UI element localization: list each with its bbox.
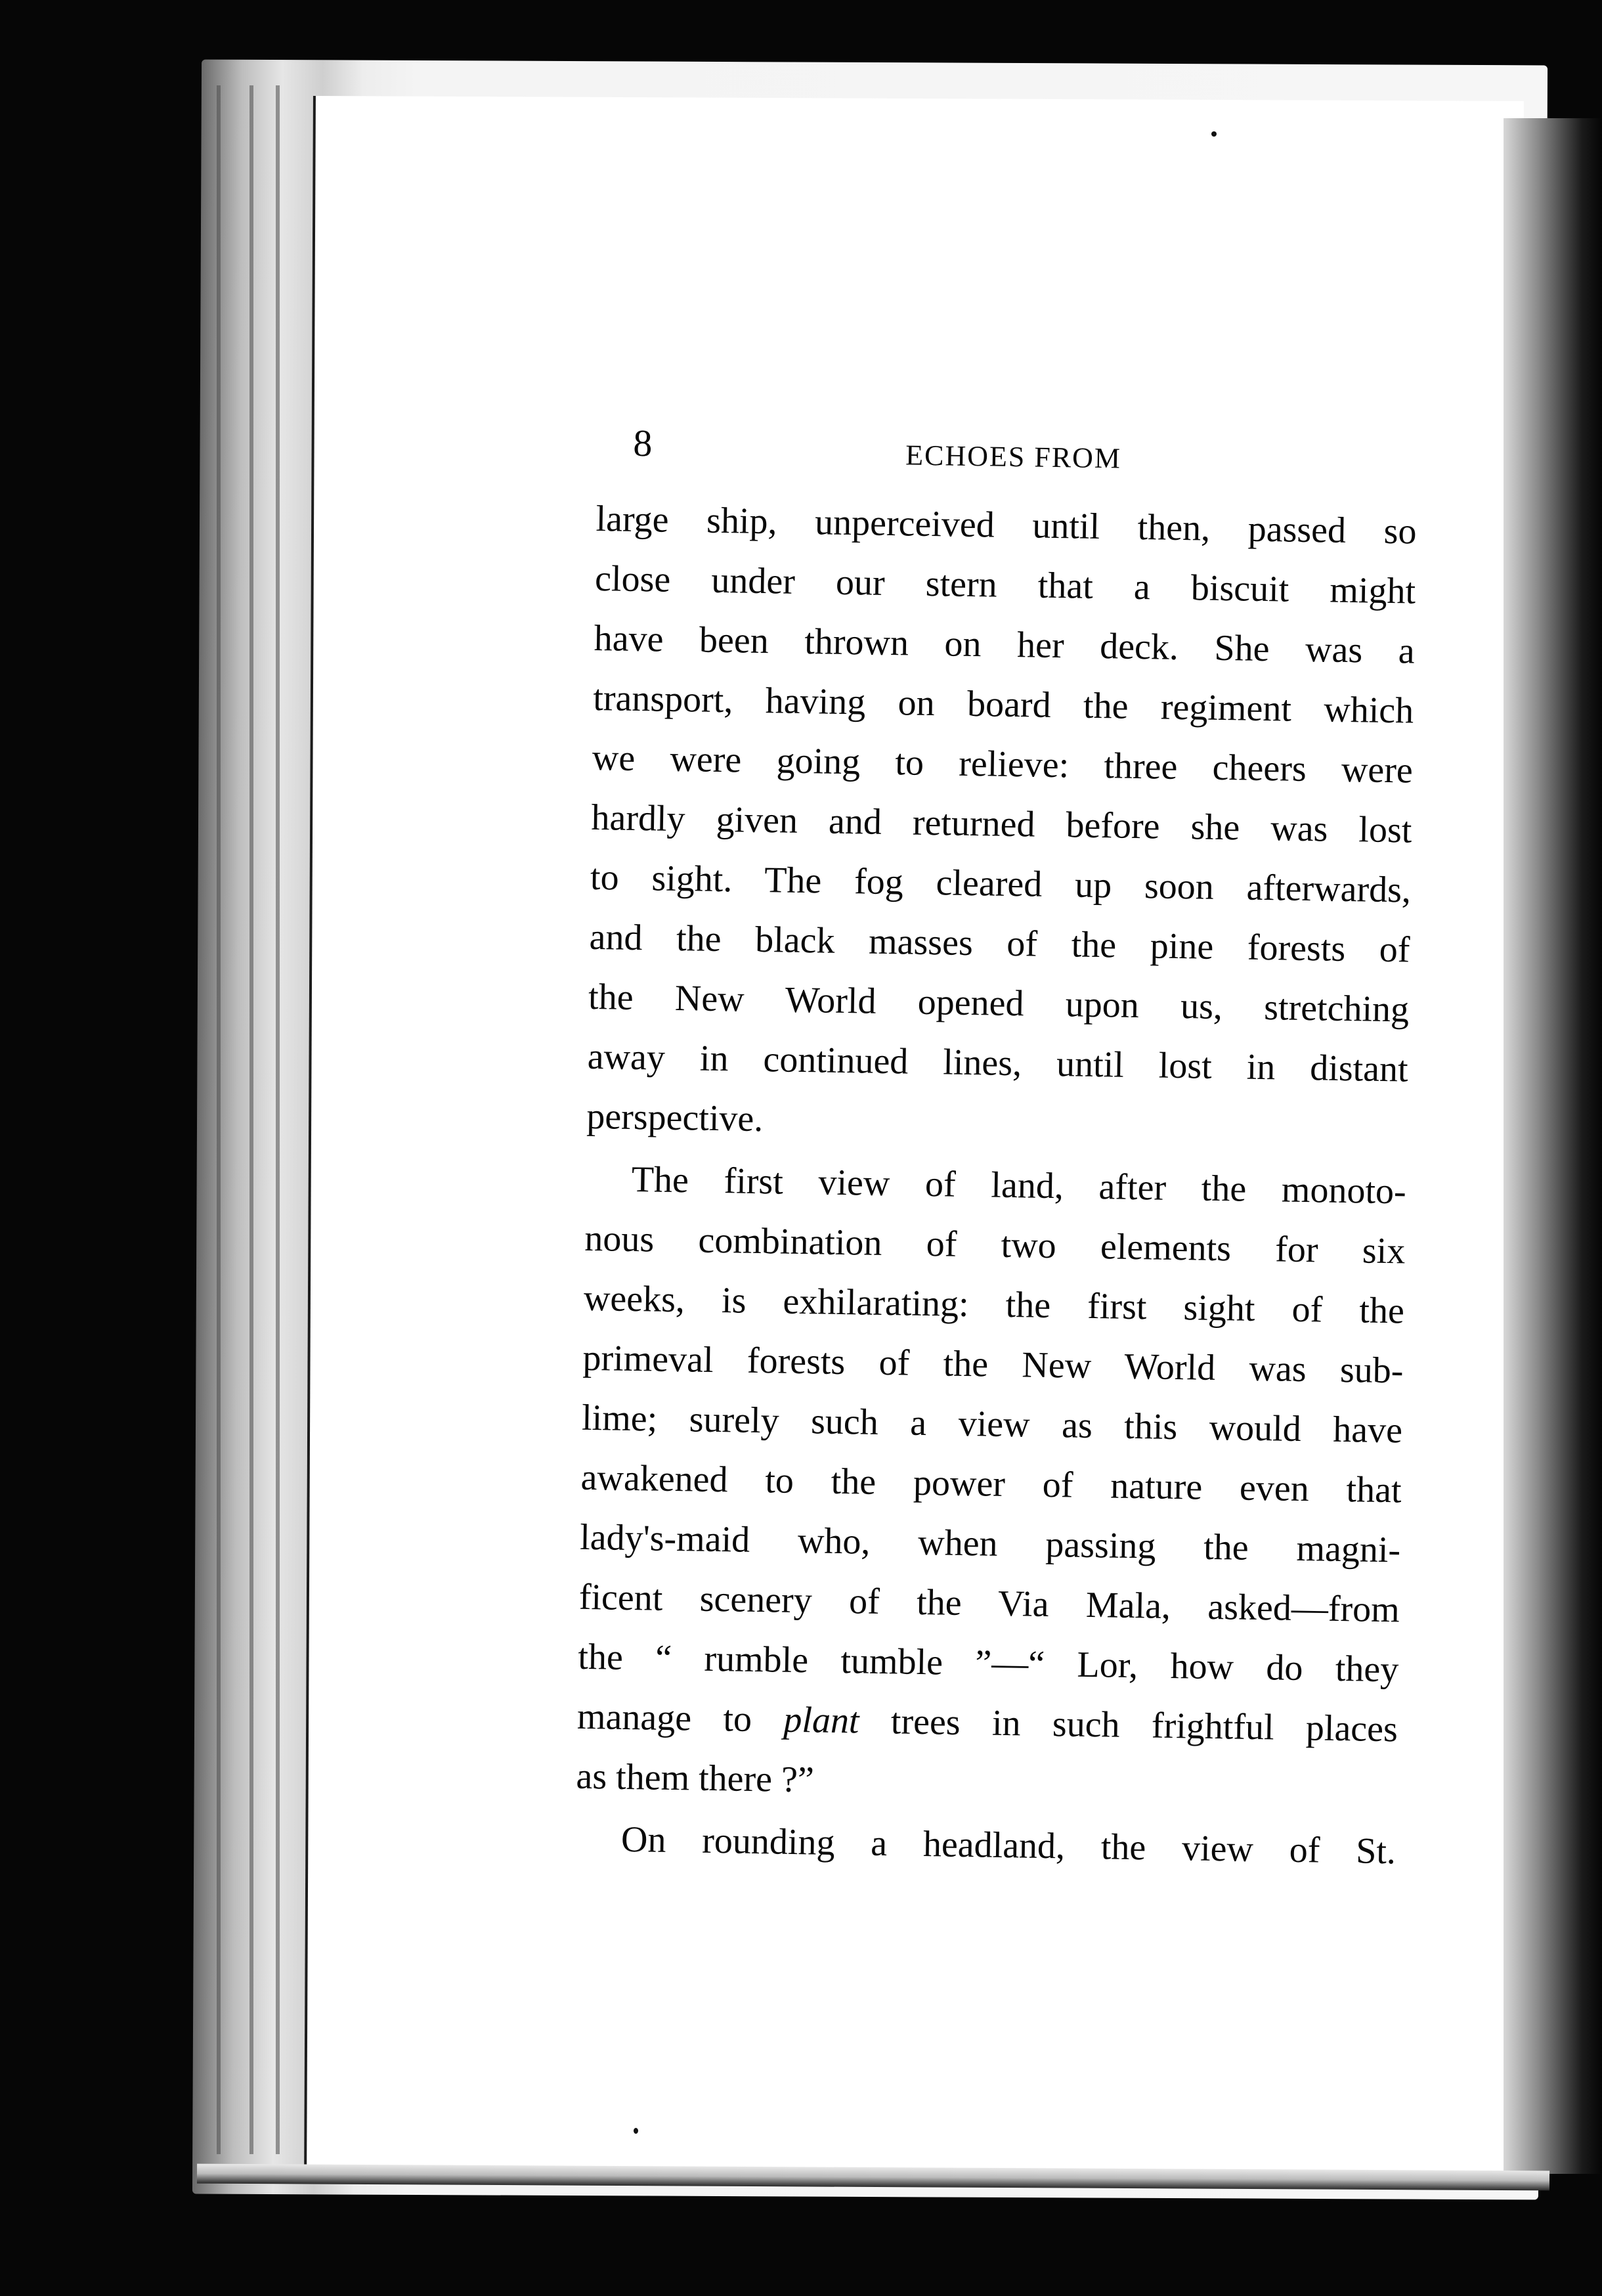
page-edge-line	[276, 85, 280, 2154]
text-line: the “ rumble tumble ”—“ Lor, how do they	[577, 1636, 1399, 1690]
text-line: lime; surely such a view as this would have	[581, 1397, 1403, 1451]
scan-speck	[1211, 131, 1217, 137]
text-line: have been thrown on her deck. She was a	[594, 617, 1416, 672]
text-line: the New World opened upon us, stretching	[588, 976, 1410, 1030]
text-line: away in continued lines, until lost in distant	[587, 1036, 1409, 1090]
page-edge-line	[249, 85, 253, 2154]
text-line: On rounding a headland, the view of St.	[620, 1819, 1396, 1872]
text-line: and the black masses of the pine forests of	[589, 916, 1410, 971]
text-line: large ship, unperceived until then, passed so	[595, 498, 1417, 552]
text-line: perspective.	[586, 1095, 764, 1140]
text-line: lady's-maid who, when passing the magni-	[579, 1516, 1401, 1571]
text-line: as them there ?”	[576, 1755, 815, 1801]
running-title: ECHOES FROM	[905, 439, 1122, 475]
paragraph-2	[576, 1149, 1407, 1820]
italic-word: plant	[783, 1699, 860, 1742]
text-line: ficent scenery of the Via Mala, asked—from	[578, 1576, 1400, 1631]
text-block	[574, 420, 1418, 1882]
text-line: hardly given and returned before she was lost	[591, 797, 1412, 851]
text-segment: manage to	[576, 1696, 752, 1740]
running-head	[597, 420, 1418, 496]
page-number: 8	[632, 421, 653, 465]
paragraph-1	[586, 489, 1418, 1160]
text-line: primeval forests of the New World was sub-	[582, 1337, 1404, 1392]
text-line: weeks, is exhilarating: the first sight of the	[583, 1277, 1405, 1332]
scan-speck	[634, 2128, 638, 2134]
text-line: to sight. The fog cleared up soon afterwards,	[590, 856, 1412, 911]
text-line: awakened to the power of nature even that	[580, 1457, 1402, 1511]
text-line: close under our stern that a biscuit might	[594, 558, 1416, 612]
text-segment: trees in such frightful places	[890, 1701, 1398, 1750]
gutter-shadow	[1504, 118, 1602, 2174]
text-line: transport, having on board the regiment which	[592, 677, 1414, 732]
text-line: The first view of land, after the monoto-	[631, 1159, 1407, 1212]
page-edge-line	[217, 85, 221, 2154]
text-line: nous combination of two elements for six	[584, 1218, 1406, 1272]
text-line: we were going to relieve: three cheers were	[592, 737, 1414, 791]
